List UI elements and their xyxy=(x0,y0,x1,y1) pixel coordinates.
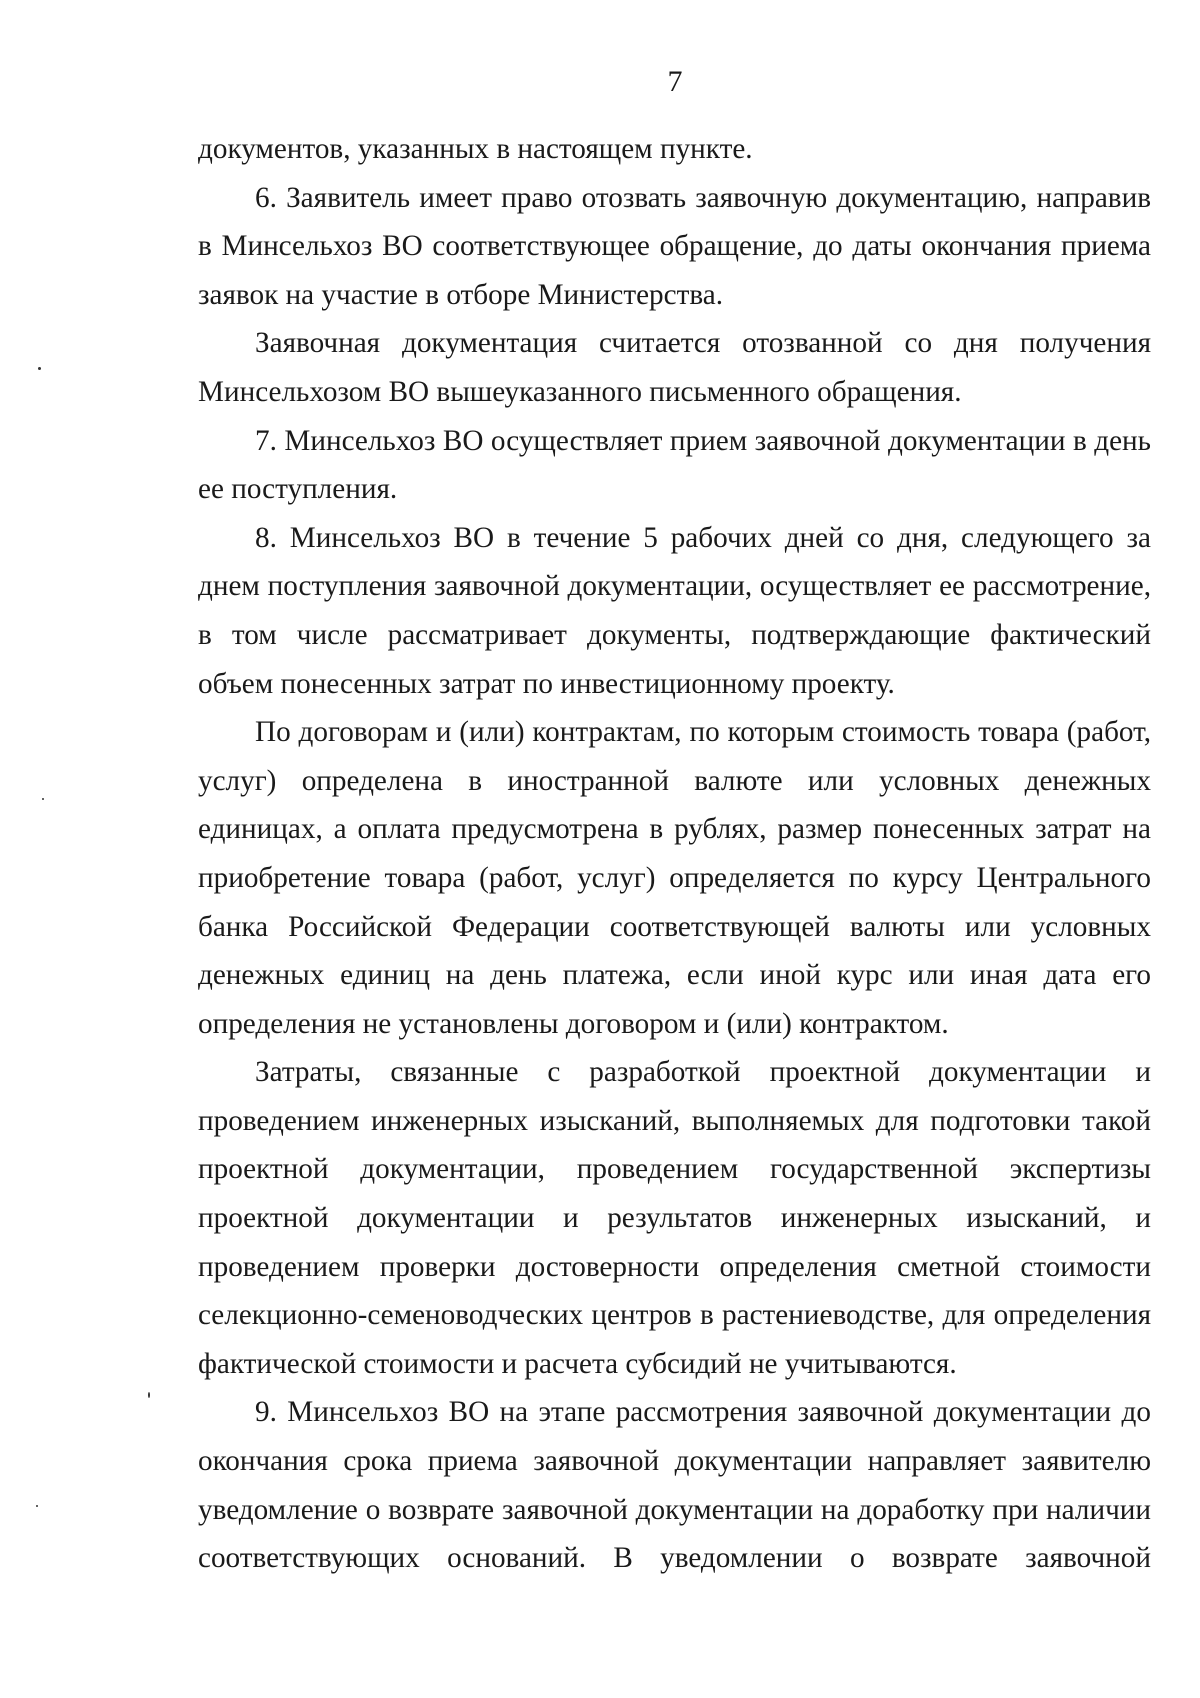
paragraph-item-9: 9. Минсельхоз ВО на этапе рассмотрения заявочной документации до окончания срока приема заявочной документации направляет заявителю уведомление о возврате заявочной документации на доработку при наличии соответствующих оснований. В уведомлении о возврате заявочной xyxy=(198,1396,1151,1575)
paragraph-excluded-costs: Затраты, связанные с разработкой проектной документации и проведением инженерных изысканий, выполняемых для подготовки такой проектной документации, проведением государственной экспертизы проектной документации и результатов инженерных изысканий, и проведением проверки достоверности определения сметной стоимости селекционно-семеноводческих центров в растениеводстве, для определения фактической стоимости и расчета субсидий не учитываются. xyxy=(198,1056,1151,1380)
document-body xyxy=(198,125,1151,1583)
paragraph-currency-contracts: По договорам и (или) контрактам, по которым стоимость товара (работ, услуг) определена в иностранной валюте или условных денежных единицах, а оплата предусмотрена в рублях, размер понесенных затрат на приобретение товара (работ, услуг) определяется по курсу Центрального банка Российской Федерации соответствующей валюты или условных денежных единиц на день платежа, если иной курс или иная дата его определения не установлены договором и (или) контрактом. xyxy=(198,716,1151,1040)
scan-speck xyxy=(36,1505,38,1507)
scan-speck xyxy=(148,1392,150,1398)
paragraph-continuation: документов, указанных в настоящем пункте. xyxy=(198,133,753,165)
scan-speck xyxy=(42,798,44,800)
scan-speck xyxy=(38,367,41,370)
paragraph-item-7: 7. Минсельхоз ВО осуществляет прием заявочной документации в день ее поступления. xyxy=(198,424,1151,506)
paragraph-withdrawal-note: Заявочная документация считается отозванной со дня получения Минсельхозом ВО вышеуказанного письменного обращения. xyxy=(198,327,1151,408)
paragraph-item-6: 6. Заявитель имеет право отозвать заявочную документацию, направив в Минсельхоз ВО соответствующее обращение, до даты окончания приема заявок на участие в отборе Министерства. xyxy=(198,181,1151,311)
page-number: 7 xyxy=(667,65,683,98)
paragraph-item-8: 8. Минсельхоз ВО в течение 5 рабочих дней со дня, следующего за днем поступления заявочной документации, осуществляет ее рассмотрение, в том числе рассматривает документы, подтверждающие фактический объем понесенных затрат по инвестиционному проекту. xyxy=(198,521,1151,700)
